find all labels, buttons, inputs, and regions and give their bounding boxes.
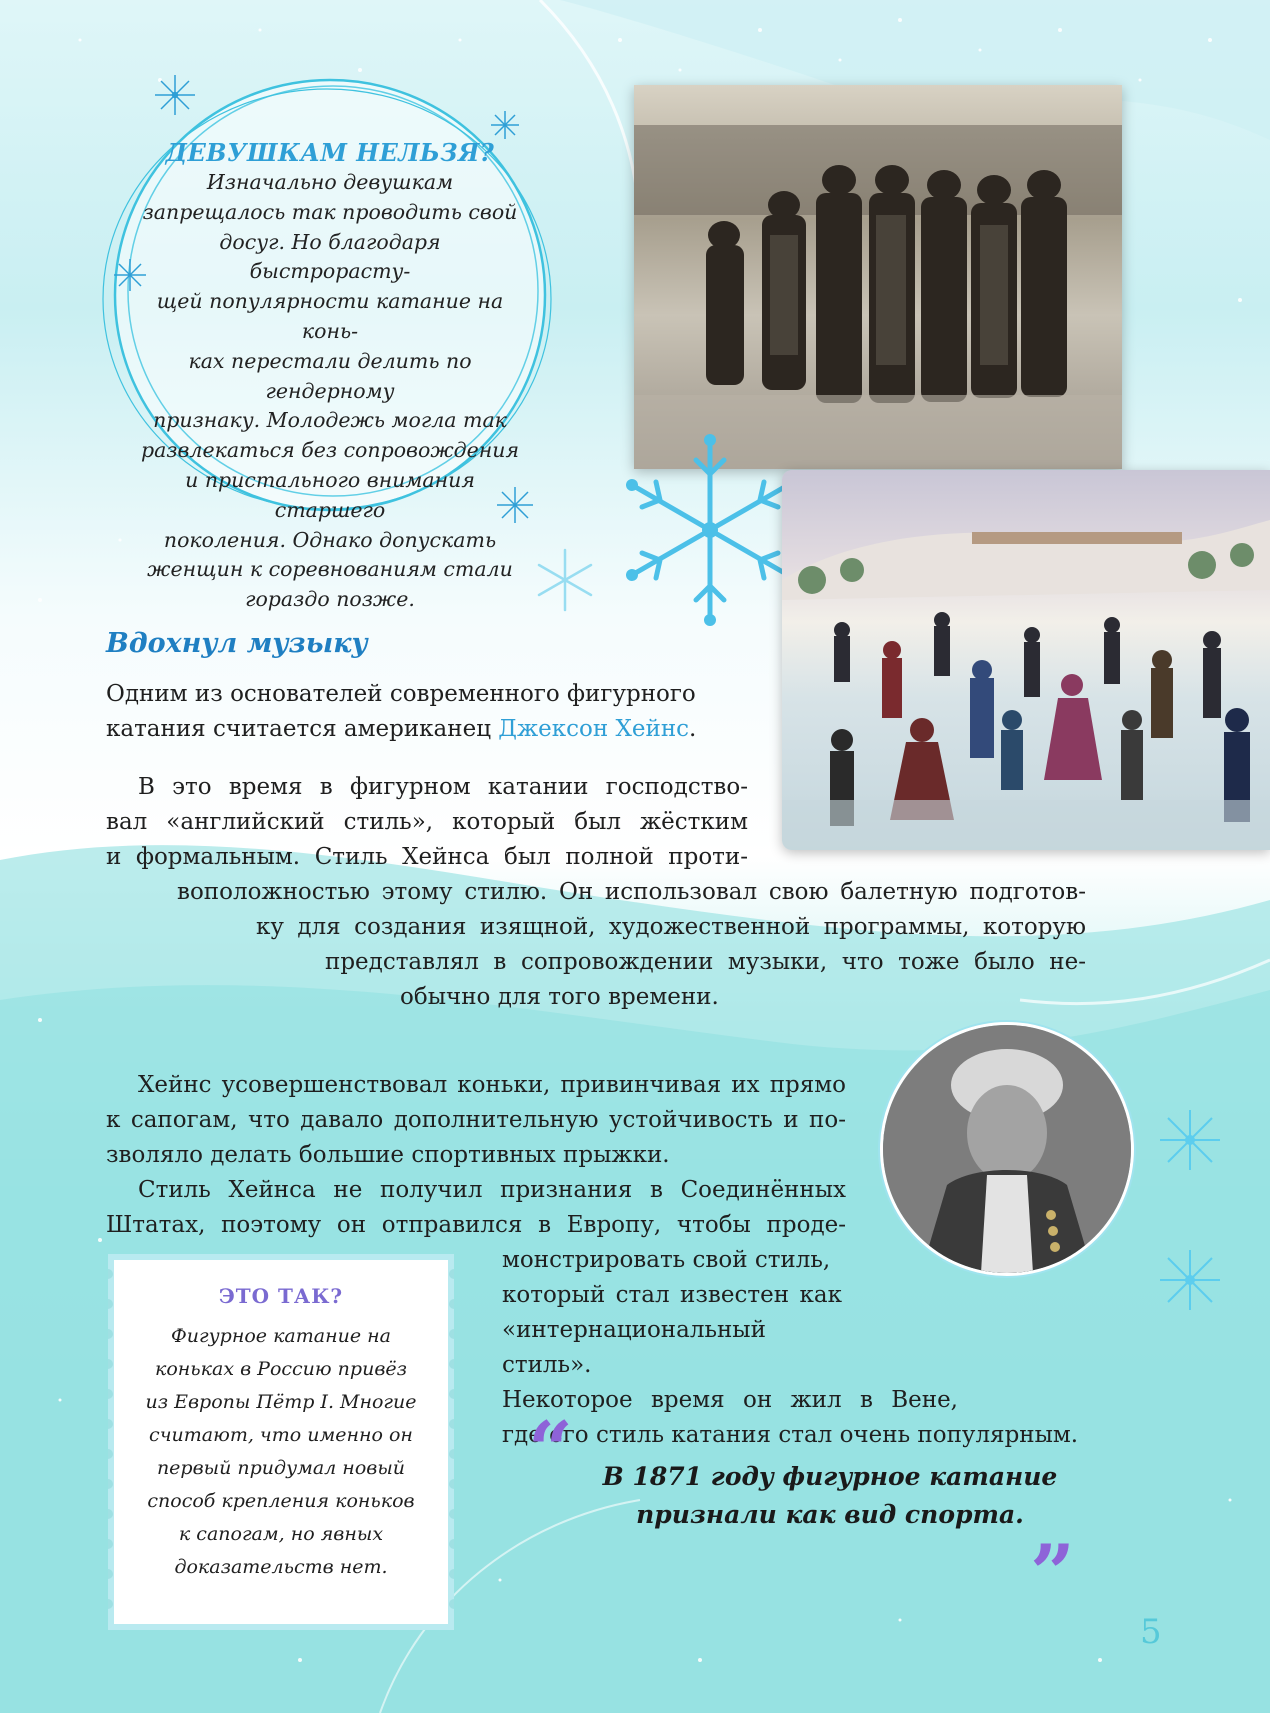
para-line: Некоторое время он жил в Вене, (502, 1387, 958, 1413)
para-line: ку для создания изящной, художественной программы, которую (256, 914, 1086, 940)
quote-open-mark: “ (528, 1405, 573, 1496)
para-line: который стал известен как (502, 1282, 842, 1308)
para-line: вал «английский стиль», который был жёстким (106, 809, 748, 835)
highlighted-name: Джексон Хейнс (498, 716, 690, 742)
sidebar-line: и пристального внимания старшего (185, 467, 475, 522)
snowflake-small-icon (1130, 1090, 1270, 1340)
sidebar-line: ках перестали делить по гендерному (188, 348, 472, 403)
para-line: представлял в сопровождении музыки, что тоже было не- (325, 949, 1086, 975)
sidebar-title: ДЕВУШКАМ НЕЛЬЗЯ? (165, 138, 495, 167)
quote-text (600, 1458, 1060, 1534)
para-line: к сапогам, что давало дополнительную устойчивость и по- (106, 1107, 846, 1133)
para-line: обычно для того времени. (400, 984, 719, 1010)
intro-line-suffix: . (689, 716, 697, 742)
para-line: воположностью этому стилю. Он использовал свою балетную подготов- (177, 879, 1086, 905)
fact-box-content (108, 1284, 454, 1584)
paragraph-skates (106, 1068, 846, 1173)
fact-line: способ крепления коньков (147, 1490, 415, 1512)
fact-box-title: ЭТО ТАК? (218, 1284, 344, 1308)
fact-line: к сапогам, но явных (178, 1523, 384, 1545)
para-line: зволяло делать большие спортивных прыжки. (106, 1142, 670, 1168)
intro-line: Одним из основателей современного фигурного (106, 681, 696, 707)
fact-box-body (108, 1320, 454, 1584)
fact-line: Фигурное катание на (171, 1325, 391, 1347)
fact-line: коньках в Россию привёз (155, 1358, 407, 1380)
para-line: Стиль Хейнса не получил признания в Соединённых (138, 1177, 846, 1203)
sidebar-line: развлекаться без сопровождения (140, 438, 520, 463)
para-line: Хейнс усовершенствовал коньки, привинчивая их прямо (138, 1072, 846, 1098)
intro-line (106, 712, 746, 747)
sidebar-line: щей популярности катание на конь- (156, 289, 504, 343)
photo-women-skaters (634, 85, 1122, 469)
section-heading: Вдохнул музыку (106, 628, 368, 659)
intro-line-prefix: катания считается американец (106, 716, 499, 742)
women-skaters-image (634, 85, 1122, 469)
intro-paragraph (106, 677, 746, 747)
sidebar-text (140, 138, 520, 615)
sidebar-line: досуг. Но благодаря быстрорасту- (219, 229, 441, 284)
para-line: где его стиль катания стал очень популярным. (502, 1422, 1079, 1448)
quote-line: признали как вид спорта. (636, 1500, 1024, 1529)
para-line: В это время в фигурном катании господство- (138, 774, 748, 800)
sidebar-body (140, 168, 520, 615)
sidebar-line: запрещалось так проводить свой (142, 199, 518, 224)
fact-box (108, 1254, 454, 1630)
page-number: 5 (1140, 1612, 1162, 1652)
quote-close-mark: ” (1030, 1528, 1075, 1619)
fact-line: первый придумал новый (156, 1457, 406, 1479)
snowflake-icon (520, 430, 800, 660)
para-line: монстрировать свой стиль, (502, 1247, 831, 1273)
fact-line: считают, что именно он (149, 1424, 413, 1446)
sidebar-line: Изначально девушкам (206, 170, 454, 194)
fact-line: из Европы Пётр I. Многие (145, 1391, 417, 1413)
para-line: Штатах, поэтому он отправился в Европу, чтобы проде- (106, 1212, 846, 1238)
sidebar-line: гораздо позже. (245, 587, 415, 612)
sidebar-line: признаку. Молодежь могла так (153, 408, 507, 433)
sidebar-line: поколения. Однако допускать (163, 527, 497, 552)
sidebar-line: женщин к соревнованиям стали (147, 557, 513, 582)
paragraph-english-style (106, 770, 1086, 1015)
quote-line: В 1871 году фигурное катание (602, 1462, 1058, 1491)
para-line: «интернациональный стиль». (502, 1317, 766, 1378)
fact-line: доказательств нет. (174, 1556, 388, 1578)
para-line: и формальным. Стиль Хейнса был полной проти- (106, 844, 748, 870)
